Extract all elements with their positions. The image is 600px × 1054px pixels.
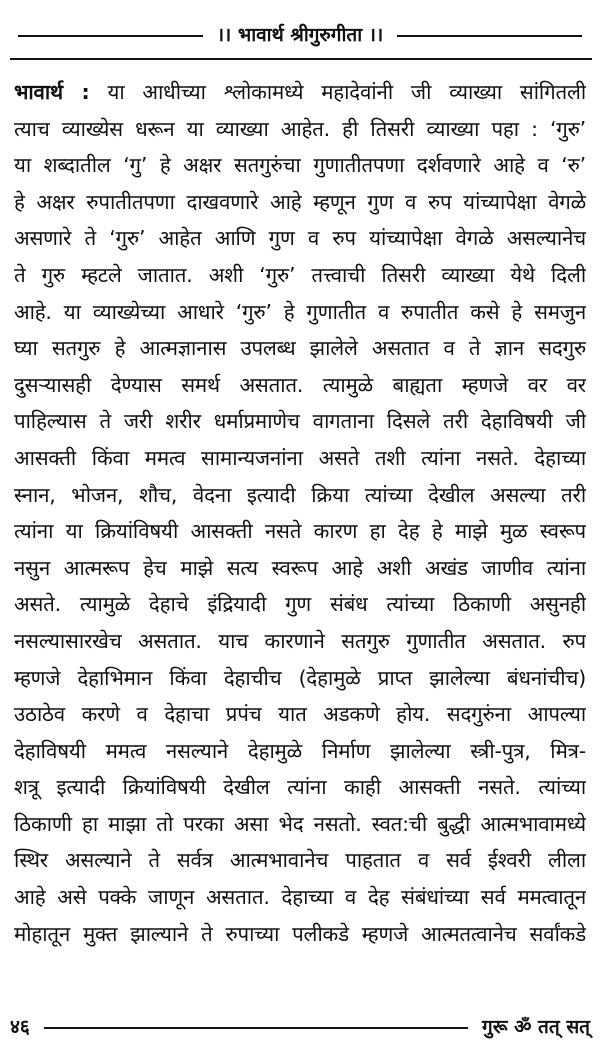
text-line: नसल्यासारखेच असतात. याच कारणाने सतगुरु गुणातीत असतात. रुप xyxy=(14,628,586,653)
page-number: ४६ xyxy=(10,1016,30,1038)
text-line: हे अक्षर रुपातीतपणा दाखवणारे आहे म्हणून गुण व रुप यांच्यापेक्षा वेगळे xyxy=(14,189,586,214)
text-line: आसक्ती किंवा ममत्व सामान्यजनांना असते तशी त्यांना नसते. देहाच्या xyxy=(14,445,586,470)
text-line: आहे. या व्याख्येच्या आधारे ‘गुरु’ हे गुणातीत व रुपातीत कसे हे समजुन xyxy=(14,299,586,324)
text-line: आहे असे पक्के जाणून असतात. देहाच्या व देह संबंधांच्या सर्व ममत्वातून xyxy=(14,885,586,910)
book-title: गुरू ॐ तत् सत् xyxy=(482,1016,590,1038)
text-line: दुसऱ्यासही देण्यास समर्थ असतात. त्यामुळे बाह्यता म्हणजे वर वर xyxy=(14,372,586,397)
header-rule-left xyxy=(18,35,203,37)
commentary-text xyxy=(14,74,586,952)
running-header xyxy=(18,14,582,54)
text-line: या शब्दातील ‘गु’ हे अक्षर सतगुरुंचा गुणातीतपणा दर्शवणारे आहे व ‘रु’ xyxy=(14,153,586,178)
text-line: असते. त्यामुळे देहाचे इंद्रियादी गुण संबंध त्यांच्या ठिकाणी असुनही xyxy=(14,592,586,617)
running-title: ।। भावार्थ श्रीगुरुगीता ।। xyxy=(216,24,384,46)
text-line xyxy=(14,74,586,111)
page-footer xyxy=(10,1010,590,1042)
text-line: ठिकाणी हा माझा तो परका असा भेद नसतो. स्वत:ची बुद्धी आत्मभावामध्ये xyxy=(14,811,586,836)
text-line: नसुन आत्मरूप हेच माझे सत्य स्वरूप आहे अशी अखंड जाणीव त्यांना xyxy=(14,555,586,580)
text-line: म्हणजे देहाभिमान किंवा देहाचीच (देहामुळे प्राप्त झालेल्या बंधनांचीच) xyxy=(14,665,586,690)
text-line: त्याच व्याख्येस धरून या व्याख्या आहेत. ही तिसरी व्याख्या पहा : ‘गुरु’ xyxy=(14,116,586,141)
text-line-rest: या आधीच्या श्लोकामध्ये महादेवांनी जी व्याख्या सांगितली xyxy=(89,80,586,104)
text-line: त्यांना या क्रियांविषयी आसक्ती नसते कारण हा देह हे माझे मुळ स्वरूप xyxy=(14,519,586,544)
text-line: स्थिर असल्याने ते सर्वत्र आत्मभावानेच पाहतात व सर्व ईश्वरी लीला xyxy=(14,848,586,873)
text-line: देहाविषयी ममत्व नसल्याने देहामुळे निर्माण झालेल्या स्त्री-पुत्र, मित्र- xyxy=(14,738,586,763)
header-divider xyxy=(10,58,592,60)
text-line: स्नान, भोजन, शौच, वेदना इत्यादी क्रिया त्यांच्या देखील असल्या तरी xyxy=(14,482,586,507)
text-line: शत्रू इत्यादी क्रियांविषयी देखील त्यांना काही आसक्ती नसते. त्यांच्या xyxy=(14,775,586,800)
text-line: पाहिल्यास ते जरी शरीर धर्माप्रमाणेच वागताना दिसले तरी देहाविषयी जी xyxy=(14,409,586,434)
text-line: घ्या सतगुरु हे आत्मज्ञानास उपलब्ध झालेले असतात व ते ज्ञान सदगुरु xyxy=(14,336,586,361)
commentary-lead: भावार्थ : xyxy=(14,80,90,104)
header-rule-right xyxy=(397,35,582,37)
text-line: ते गुरु म्हटले जातात. अशी ‘गुरु’ तत्त्वाची तिसरी व्याख्या येथे दिली xyxy=(14,262,586,287)
text-line: असणारे ते ‘गुरु’ आहेत आणि गुण व रुप यांच्यापेक्षा वेगळे असल्यानेच xyxy=(14,226,586,251)
text-line: उठाठेव करणे व देहाचा प्रपंच यात अडकणे होय. सदगुरुंना आपल्या xyxy=(14,702,586,727)
footer-rule xyxy=(44,1027,468,1029)
text-line: मोहातून मुक्त झाल्याने ते रुपाच्या पलीकडे म्हणजे आत्मतत्वानेच सर्वांकडे xyxy=(14,921,586,946)
